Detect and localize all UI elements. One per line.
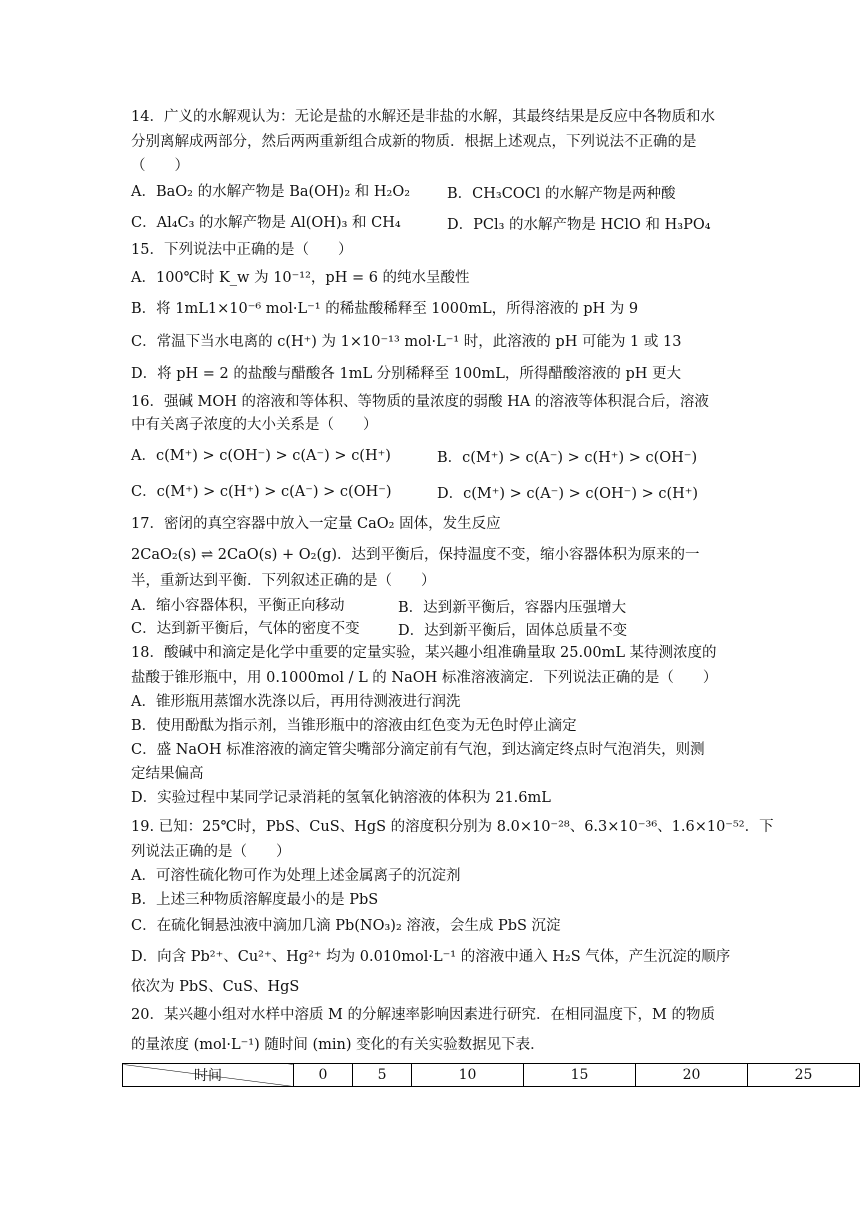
q18-option-a: A．锥形瓶用蒸馏水洗涤以后，再用待测液进行润洗 [131,694,461,710]
q14-stem-line1: 14．广义的水解观认为：无论是盐的水解还是非盐的水解，其最终结果是反应中各物质和水 [131,109,715,125]
q14-option-b: B．CH₃COCl 的水解产物是两种酸 [447,186,676,202]
q15-stem: 15．下列说法中正确的是（ ） [131,242,353,258]
q17-stem-line1: 17．密闭的真空容器中放入一定量 CaO₂ 固体，发生反应 [131,516,501,532]
q19-option-d-line1: D．向含 Pb²⁺、Cu²⁺、Hg²⁺ 均为 0.010mol·L⁻¹ 的溶液中通入 H₂S 气体，产生沉淀的顺序 [131,949,731,965]
q19-option-c: C．在硫化铜悬浊液中滴加几滴 Pb(NO₃)₂ 溶液，会生成 PbS 沉淀 [131,918,561,934]
q16-option-d: D．c(M⁺) > c(A⁻) > c(OH⁻) > c(H⁺) [437,486,699,502]
q14-option-c: C．Al₄C₃ 的水解产物是 Al(OH)₃ 和 CH₄ [131,215,401,231]
q15-option-b: B．将 1mL1×10⁻⁶ mol·L⁻¹ 的稀盐酸稀释至 1000mL，所得溶液的 pH 为 9 [131,301,639,317]
q19-option-b: B．上述三种物质溶解度最小的是 PbS [131,892,379,908]
q17-option-c: C．达到新平衡后，气体的密度不变 [131,621,360,637]
table-header-cell: 25 [747,1064,859,1087]
q18-stem-line1: 18．酸碱中和滴定是化学中重要的定量实验，某兴趣小组准确量取 25.00mL 某待测浓度的 [131,645,717,661]
q18-option-c-line2: 定结果偏高 [131,766,204,782]
q17-stem-line2: 2CaO₂(s) ⇌ 2CaO(s) + O₂(g)．达到平衡后，保持温度不变，缩小容器体积为原来的一 [131,547,700,563]
q18-option-d: D．实验过程中某同学记录消耗的氢氧化钠溶液的体积为 21.6mL [131,790,551,806]
table-header-cell: 0 [294,1064,353,1087]
table-header-cell: 10 [412,1064,524,1087]
table-header-row [123,1064,860,1087]
q15-option-d: D．将 pH = 2 的盐酸与醋酸各 1mL 分别稀释至 100mL，所得醋酸溶液的 pH 更大 [131,366,681,382]
q20-data-table [122,1063,860,1087]
q19-option-a: A．可溶性硫化物可作为处理上述金属离子的沉淀剂 [131,868,461,884]
q15-option-a: A．100℃时 K_w 为 10⁻¹²，pH = 6 的纯水呈酸性 [131,270,470,286]
q15-option-c: C．常温下当水电离的 c(H⁺) 为 1×10⁻¹³ mol·L⁻¹ 时，此溶液的 pH 可能为 1 或 13 [131,334,682,350]
q16-stem-line2: 中有关离子浓度的大小关系是（ ） [131,417,378,433]
q17-option-d: D．达到新平衡后，固体总质量不变 [398,623,628,639]
table-header-cell: 5 [353,1064,412,1087]
q17-option-a: A．缩小容器体积，平衡正向移动 [131,598,345,614]
q14-blank: （ ） [131,158,189,174]
q18-option-b: B．使用酚酞为指示剂，当锥形瓶中的溶液由红色变为无色时停止滴定 [131,718,577,734]
q16-option-a: A．c(M⁺) > c(OH⁻) > c(A⁻) > c(H⁺) [131,448,391,464]
q14-stem-line2: 分别离解成两部分，然后两两重新组合成新的物质．根据上述观点，下列说法不正确的是 [131,134,697,150]
q16-option-b: B．c(M⁺) > c(A⁻) > c(H⁺) > c(OH⁻) [437,450,698,466]
q17-option-b: B．达到新平衡后，容器内压强增大 [398,600,627,616]
q20-stem-line1: 20．某兴趣小组对水样中溶质 M 的分解速率影响因素进行研究．在相同温度下，M 的物质 [131,1007,715,1023]
q19-stem-line1: 19. 已知：25℃时，PbS、CuS、HgS 的溶度积分别为 8.0×10⁻²⁸、6.3×10⁻³⁶、1.6×10⁻⁵²．下 [131,819,774,835]
q18-stem-line2: 盐酸于锥形瓶中，用 0.1000mol / L 的 NaOH 标准溶液滴定．下列说法正确的是（ ） [131,670,718,686]
q20-stem-line2: 的量浓度 (mol·L⁻¹) 随时间 (min) 变化的有关实验数据见下表． [131,1037,545,1053]
q16-option-c: C．c(M⁺) > c(H⁺) > c(A⁻) > c(OH⁻) [131,484,392,500]
q18-option-c-line1: C．盛 NaOH 标准溶液的滴定管尖嘴部分滴定前有气泡，到达滴定终点时气泡消失，则测 [131,742,705,758]
table-header-cell: 15 [524,1064,636,1087]
q19-stem-line2: 列说法正确的是（ ） [131,844,291,860]
table-header-time: 时间 [123,1064,294,1087]
q16-stem-line1: 16．强碱 MOH 的溶液和等体积、等物质的量浓度的弱酸 HA 的溶液等体积混合后，溶液 [131,394,709,410]
q19-option-d-line2: 依次为 PbS、CuS、HgS [131,979,300,995]
q14-option-d: D．PCl₃ 的水解产物是 HClO 和 H₃PO₄ [447,217,711,233]
q17-stem-line3: 半，重新达到平衡．下列叙述正确的是（ ） [131,573,436,589]
q14-option-a: A．BaO₂ 的水解产物是 Ba(OH)₂ 和 H₂O₂ [131,184,411,200]
table-header-cell: 20 [636,1064,748,1087]
